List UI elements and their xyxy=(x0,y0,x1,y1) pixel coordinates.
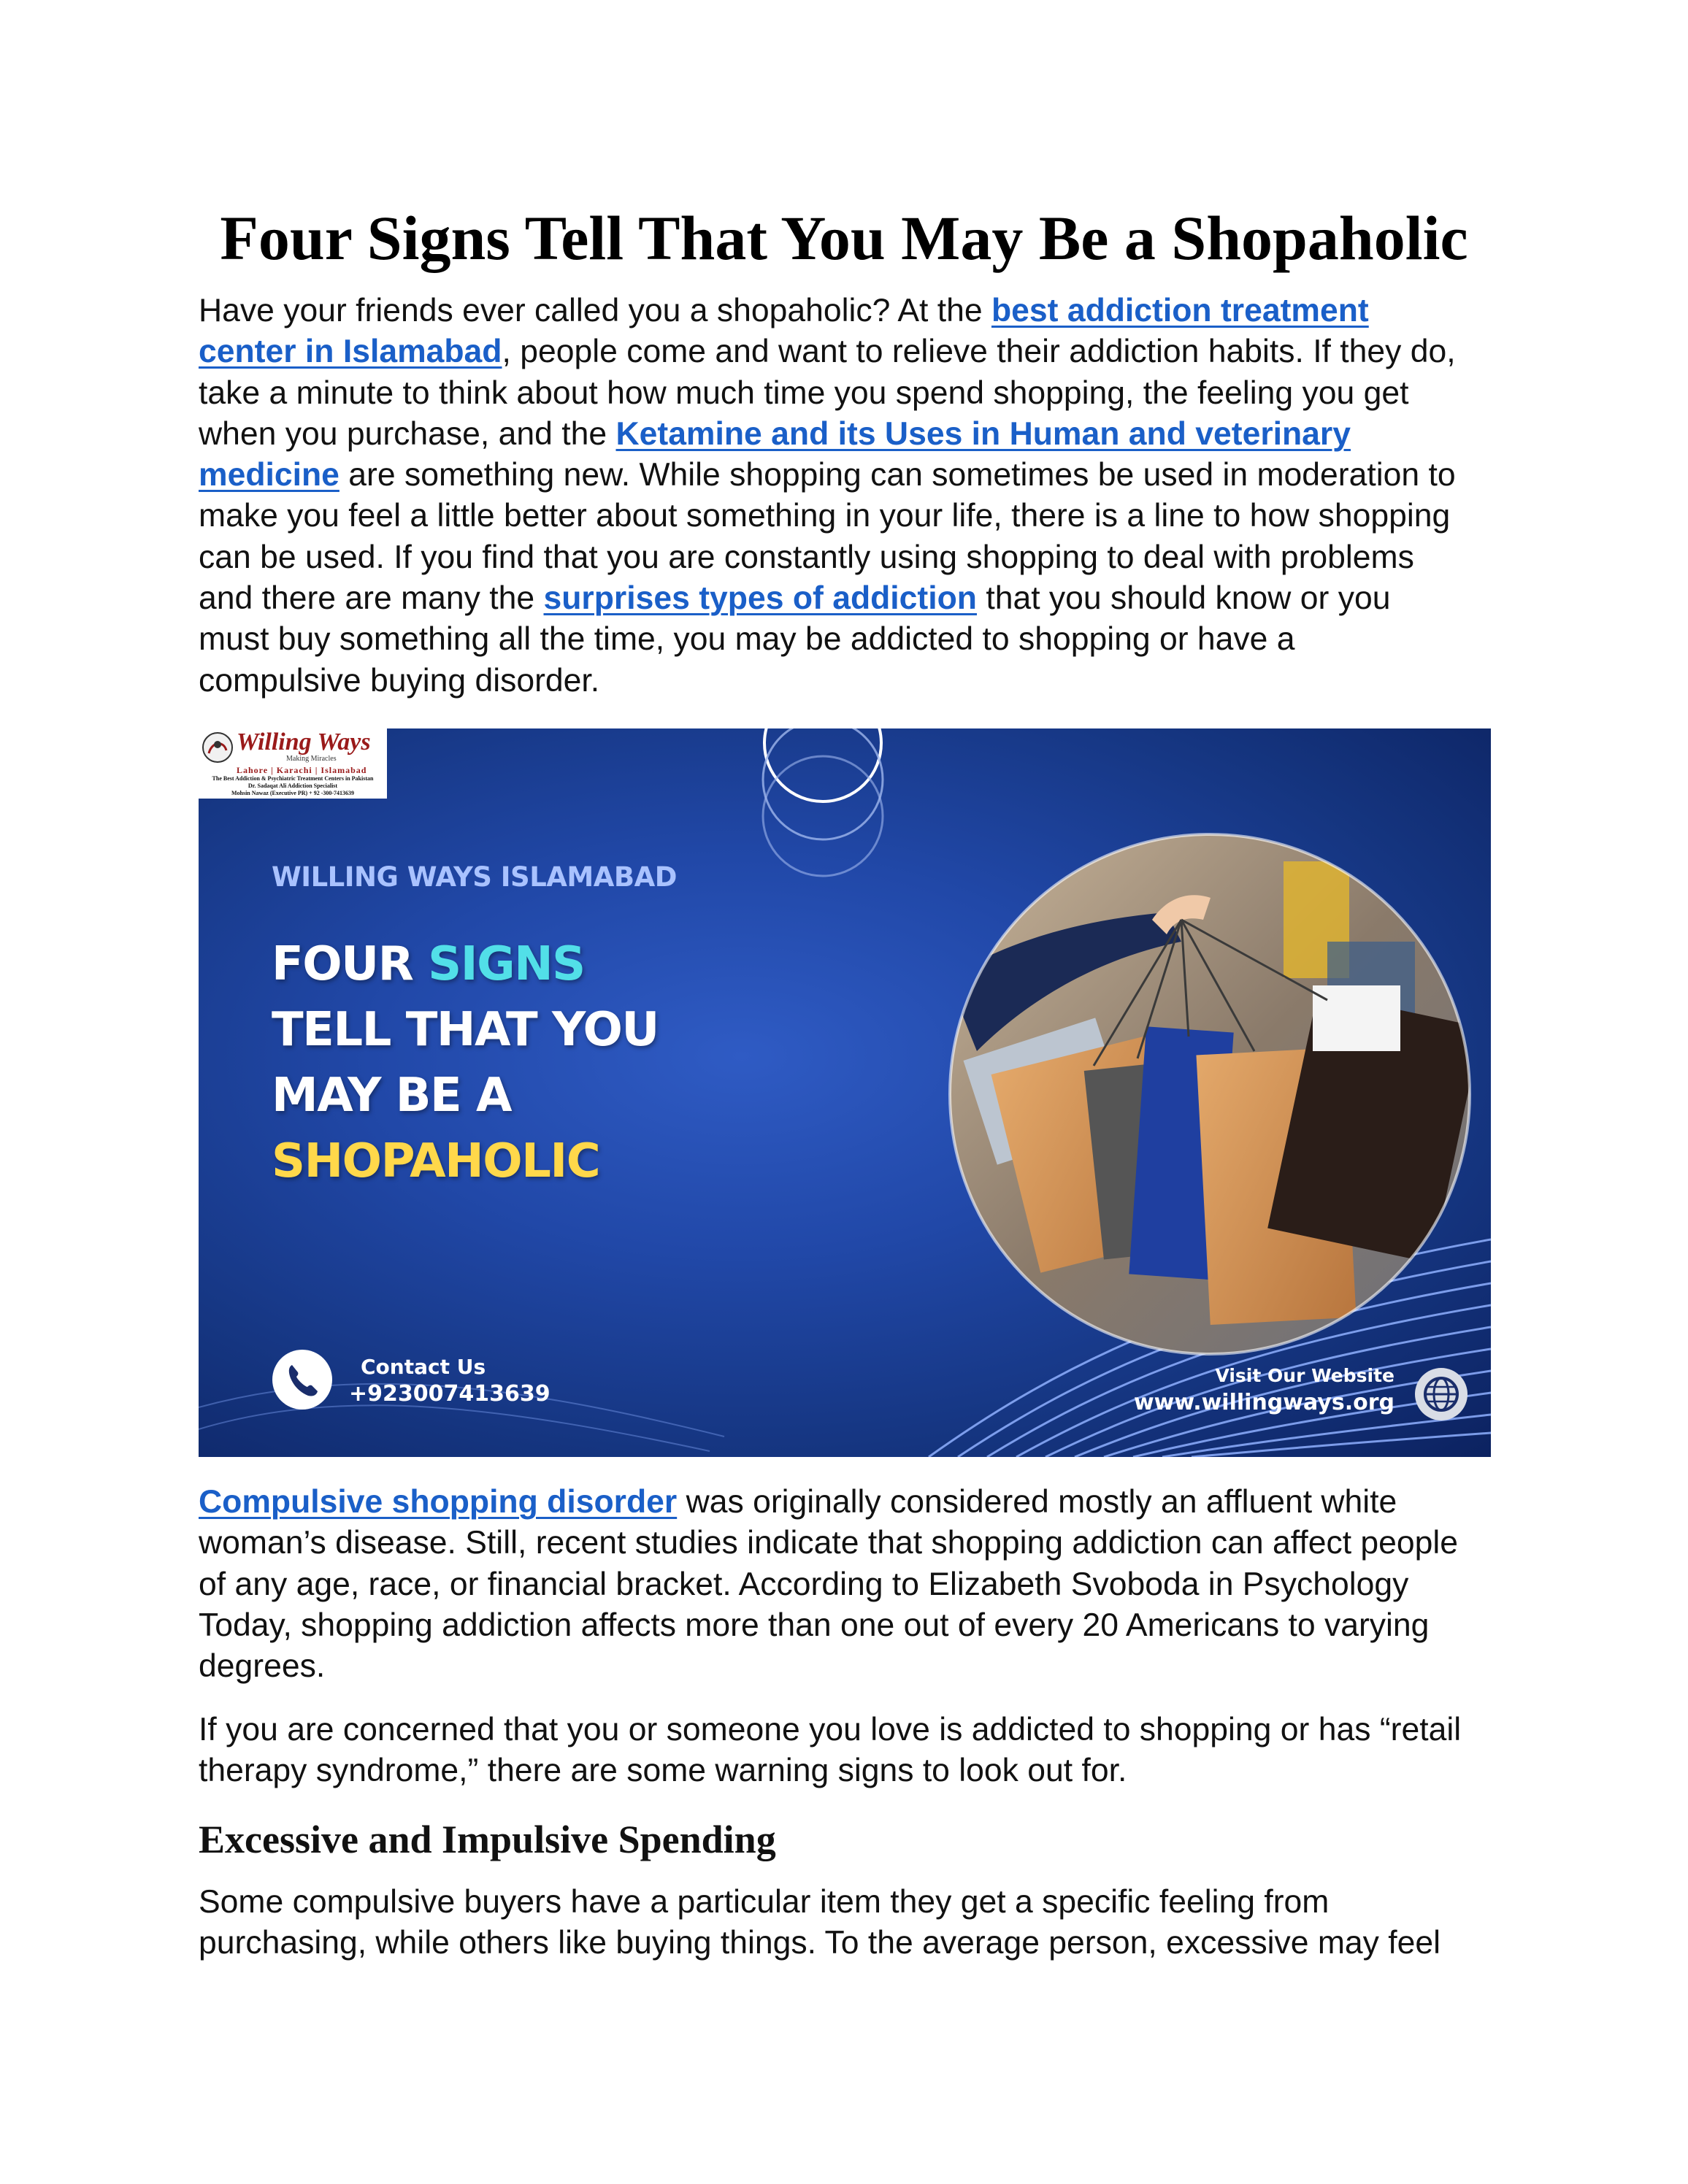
shopping-bags-photo xyxy=(948,832,1472,1356)
link-compulsive-shopping-disorder[interactable]: Compulsive shopping disorder xyxy=(199,1484,678,1520)
link-ketamine-medicine[interactable]: medicine xyxy=(199,457,339,493)
willing-ways-logo: Willing Ways Making Miracles Lahore | Karachi | Islamabad The Best Addiction & Psychiatric Treatment Centers in Pakistan Dr. Sadaqat Ali Addiction Specialist Mohsin Nawaz (Executive PR) + 92 -300-7413639 xyxy=(199,728,387,799)
page-title: Four Signs Tell That You May Be a Shopaholic xyxy=(220,203,1468,273)
banner-brand: WILLING WAYS ISLAMABAD xyxy=(272,861,677,893)
link-center-in-islamabad[interactable]: center in Islamabad xyxy=(199,334,502,370)
phone-icon xyxy=(272,1349,333,1410)
paragraph-excessive-spending: Some compulsive buyers have a particular item they get a specific feeling from purchasing, while others like buying things. To the average person, excessive may feel xyxy=(199,1884,1441,1961)
paragraph-warning-signs: If you are concerned that you or someone you love is addicted to shopping or has “retail therapy syndrome,” there are some warning signs to look out for. xyxy=(199,1712,1462,1789)
contact-label: Contact Us xyxy=(361,1355,486,1379)
banner-headline: FOUR SIGNS TELL THAT YOU MAY BE A SHOPAHOLIC xyxy=(272,937,659,1188)
link-surprises-types-of-addiction[interactable]: surprises types of addiction xyxy=(543,580,977,617)
visit-label: Visit Our Website xyxy=(1215,1365,1394,1386)
intro-paragraph: Have your friends ever called you a shopaholic? At the best addiction treatment center in Islamabad, people come and want to relieve their addiction habits. If they do, take a minute to think about how much time you spend shopping, the feeling you get when you purchase, and the Ketamine and its Uses in Human and veterinary medicine are something new. While shopping can sometimes be used in moderation to make you feel a little better about something in your life, there is a line to how shopping can be used. If you find that you are constantly using shopping to deal with problems and there are many the surprises types of addiction that you should know or you must buy something all the time, you may be addicted to shopping or have a compulsive buying disorder. xyxy=(199,293,1456,699)
paragraph-compulsive-shopping: Compulsive shopping disorder was originally considered mostly an affluent white woman’s disease. Still, recent studies indicate that shopping addiction can affect people of any age, race, or financial bracket. According to Elizabeth Svoboda in Psychology Today, shopping addiction affects more than one out of every 20 Americans to varying degrees. xyxy=(199,1484,1459,1685)
link-ketamine-uses[interactable]: Ketamine and its Uses in Human and veterinary xyxy=(615,415,1351,452)
website-url: www.willingways.org xyxy=(1133,1390,1394,1415)
globe-icon xyxy=(1413,1366,1469,1422)
section-heading: Excessive and Impulsive Spending xyxy=(199,1818,776,1861)
link-best-addiction-treatment[interactable]: best addiction treatment xyxy=(991,293,1369,328)
logo-icon xyxy=(202,731,234,764)
banner-image xyxy=(199,728,1491,1457)
contact-number: +923007413639 xyxy=(349,1381,550,1407)
